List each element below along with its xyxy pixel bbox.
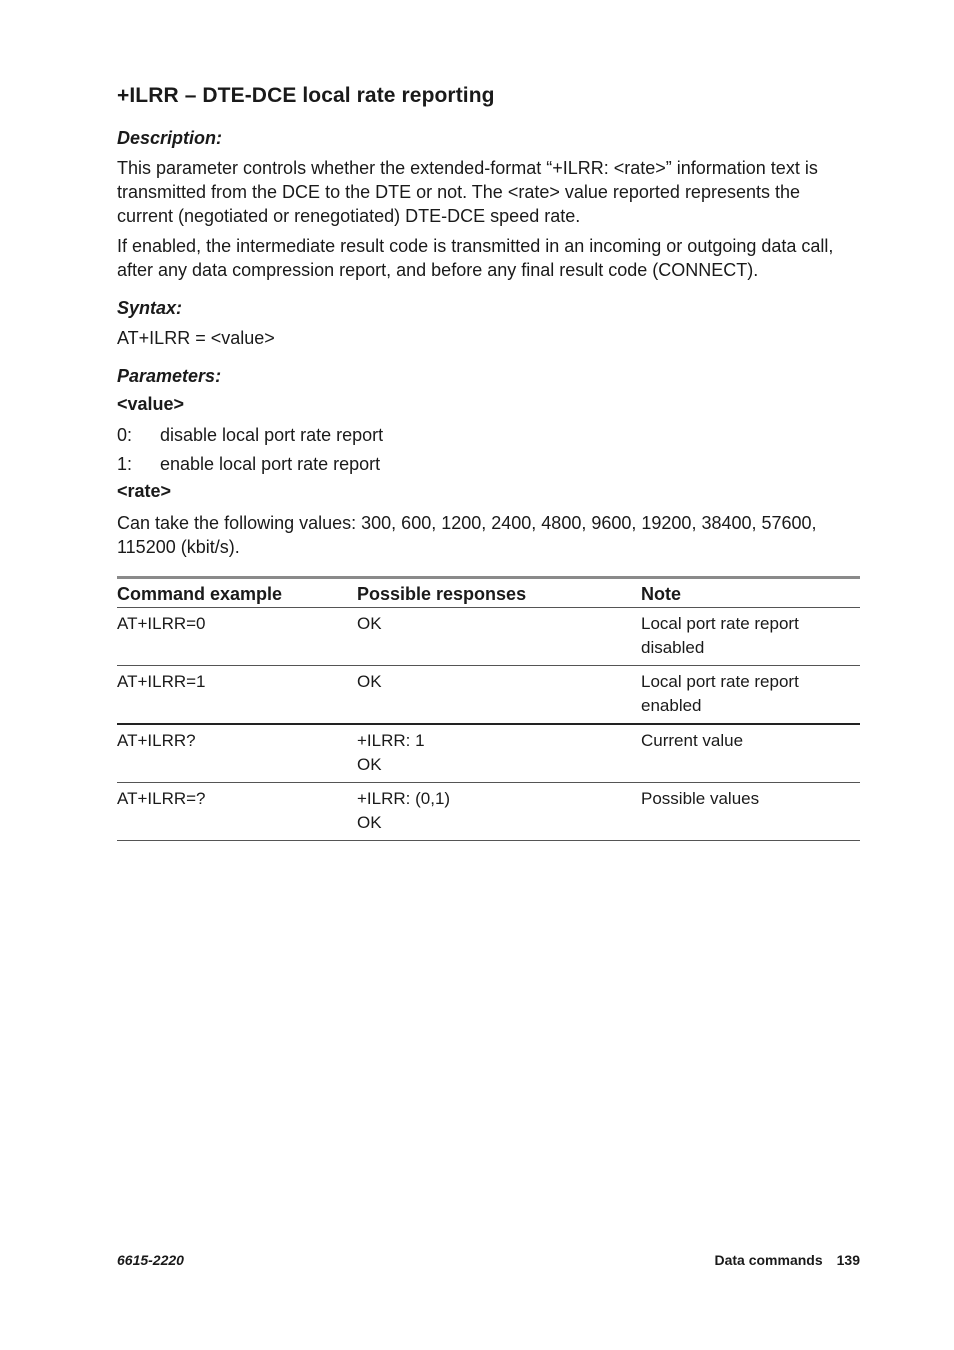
response-line: +ILRR: (0,1) [357, 789, 451, 808]
description-paragraph-1: This parameter controls whether the extended-format “+ILRR: <rate>” information text is transmitted from the DCE to the DTE or not. The <rate> value reported represents the current (negotiated or renegotiated) DTE-DCE speed rate. [117, 158, 818, 226]
description-paragraph-2: If enabled, the intermediate result code is transmitted in an incoming or outgoing data call, after any data compression report, and before any final result code (CONNECT). [117, 236, 834, 280]
cell-response [357, 724, 641, 783]
syntax-heading: Syntax: [117, 298, 183, 318]
cell-response [357, 666, 641, 725]
syntax-text: AT+ILRR = <value> [117, 328, 275, 348]
response-line: OK [357, 813, 382, 832]
table-row [117, 608, 860, 666]
command-example-table [117, 576, 860, 841]
value-param-label: <value> [117, 394, 185, 414]
value-option-key: 1: [117, 454, 133, 474]
footer-section-title: Data commands [714, 1252, 823, 1268]
cell-command: AT+ILRR=1 [117, 666, 357, 725]
parameters-heading: Parameters: [117, 366, 222, 386]
cell-command: AT+ILRR=? [117, 783, 357, 841]
header-note: Note [641, 578, 860, 608]
description-heading: Description: [117, 128, 223, 148]
table-row [117, 783, 860, 841]
value-option-1 [117, 452, 380, 476]
value-option-0 [117, 423, 383, 447]
rate-param-label: <rate> [117, 481, 172, 501]
value-option-key: 0: [117, 425, 133, 445]
cell-note: Local port rate report disabled [641, 608, 860, 666]
footer-doc-number: 6615-2220 [117, 1252, 184, 1268]
page-title: +ILRR – DTE-DCE local rate reporting [117, 84, 495, 107]
cell-command: AT+ILRR? [117, 724, 357, 783]
value-option-text: disable local port rate report [160, 425, 384, 445]
response-line: +ILRR: 1 [357, 731, 425, 750]
footer-page-number: 139 [836, 1252, 860, 1268]
cell-note: Possible values [641, 783, 860, 841]
rate-description: Can take the following values: 300, 600, 1200, 2400, 4800, 9600, 19200, 38400, 57600, 115200 (kbit/s). [117, 513, 817, 557]
response-line: OK [357, 755, 382, 774]
cell-response [357, 783, 641, 841]
header-command-example: Command example [117, 578, 357, 608]
table-header-row [117, 578, 860, 608]
response-line: OK [357, 614, 382, 633]
cell-response [357, 608, 641, 666]
table-row [117, 666, 860, 725]
cell-command: AT+ILRR=0 [117, 608, 357, 666]
table-row [117, 724, 860, 783]
header-possible-responses: Possible responses [357, 578, 641, 608]
value-option-text: enable local port rate report [160, 454, 381, 474]
cell-note: Current value [641, 724, 860, 783]
response-line: OK [357, 672, 382, 691]
cell-note: Local port rate report enabled [641, 666, 860, 725]
footer-section [714, 1252, 860, 1268]
